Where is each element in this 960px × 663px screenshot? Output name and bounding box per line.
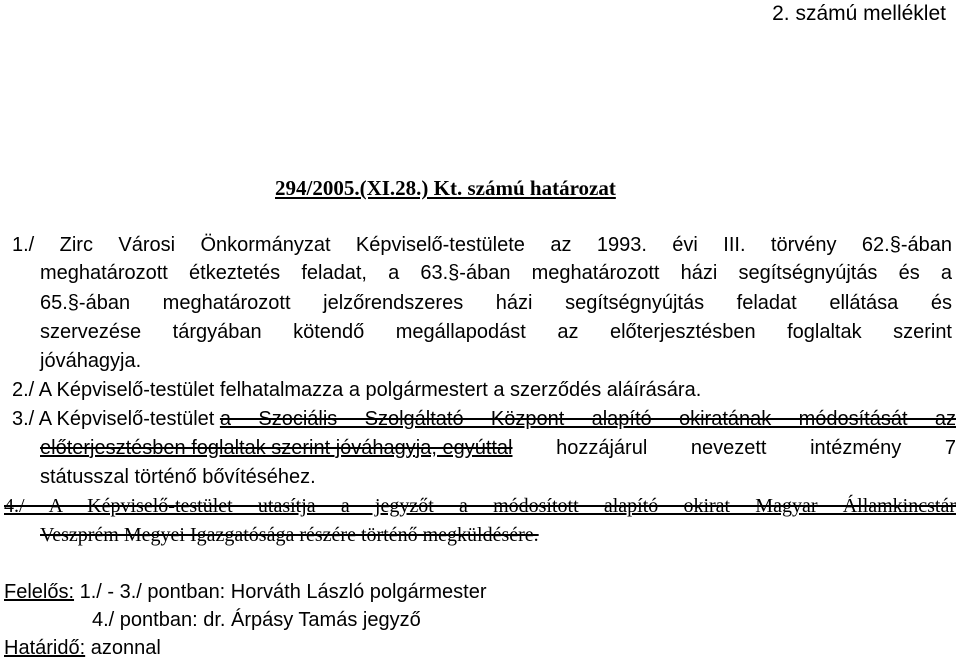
annex-label: 2. számú melléklet [772, 2, 946, 25]
resolution-title: 294/2005.(XI.28.) Kt. számú határozat [275, 176, 616, 200]
item-1-line-4: szervezése tárgyában kötendő megállapodást az előterjesztésben foglaltak szerint [40, 321, 952, 343]
responsible-line-2: 4./ pontban: dr. Árpásy Tamás jegyző [92, 609, 421, 631]
item-2: 2./ A Képviselő-testület felhatalmazza a polgármestert a szerződés aláírására. [12, 379, 702, 401]
item-1-line-5: jóváhagyja. [40, 350, 142, 372]
item-3-line-2-rest: hozzájárul nevezett intézmény 7 [512, 437, 956, 459]
item-3-line-3: státusszal történő bővítéséhez. [40, 466, 316, 488]
item-4-line-1: 4./ A Képviselő-testület utasítja a jegyzőt a módosított alapító okirat Magyar Államkincstár [4, 495, 956, 517]
item-1-line-2: meghatározott étkeztetés feladat, a 63.§-ában meghatározott házi segítségnyújtás és a [40, 262, 952, 284]
item-3-line-2 [40, 436, 956, 460]
responsible-value-1: 1./ - 3./ pontban: Horváth László polgármester [74, 581, 487, 603]
item-3-line-1 [12, 407, 956, 431]
deadline-line [4, 636, 161, 660]
item-1-line-1: 1./ Zirc Városi Önkormányzat Képviselő-testülete az 1993. évi III. törvény 62.§-ában [12, 234, 952, 256]
item-1-line-3: 65.§-ában meghatározott jelzőrendszeres házi segítségnyújtás feladat ellátása és [40, 292, 952, 314]
responsible-label: Felelős: [4, 581, 75, 603]
deadline-label: Határidő: [4, 637, 86, 659]
item-3-line-1-start: 3./ A Képviselő-testület [12, 408, 220, 430]
deadline-value: azonnal [85, 637, 161, 659]
item-3-line-1-struck: a Szociális Szolgáltató Központ alapító okiratának módosítását az [219, 408, 956, 430]
item-3-line-2-struck: előterjesztésben foglaltak szerint jóváhagyja, egyúttal [40, 437, 513, 459]
responsible-line-1 [4, 580, 486, 604]
item-4-line-2: Veszprém Megyei Igazgatósága részére történő megküldésére. [40, 524, 539, 546]
